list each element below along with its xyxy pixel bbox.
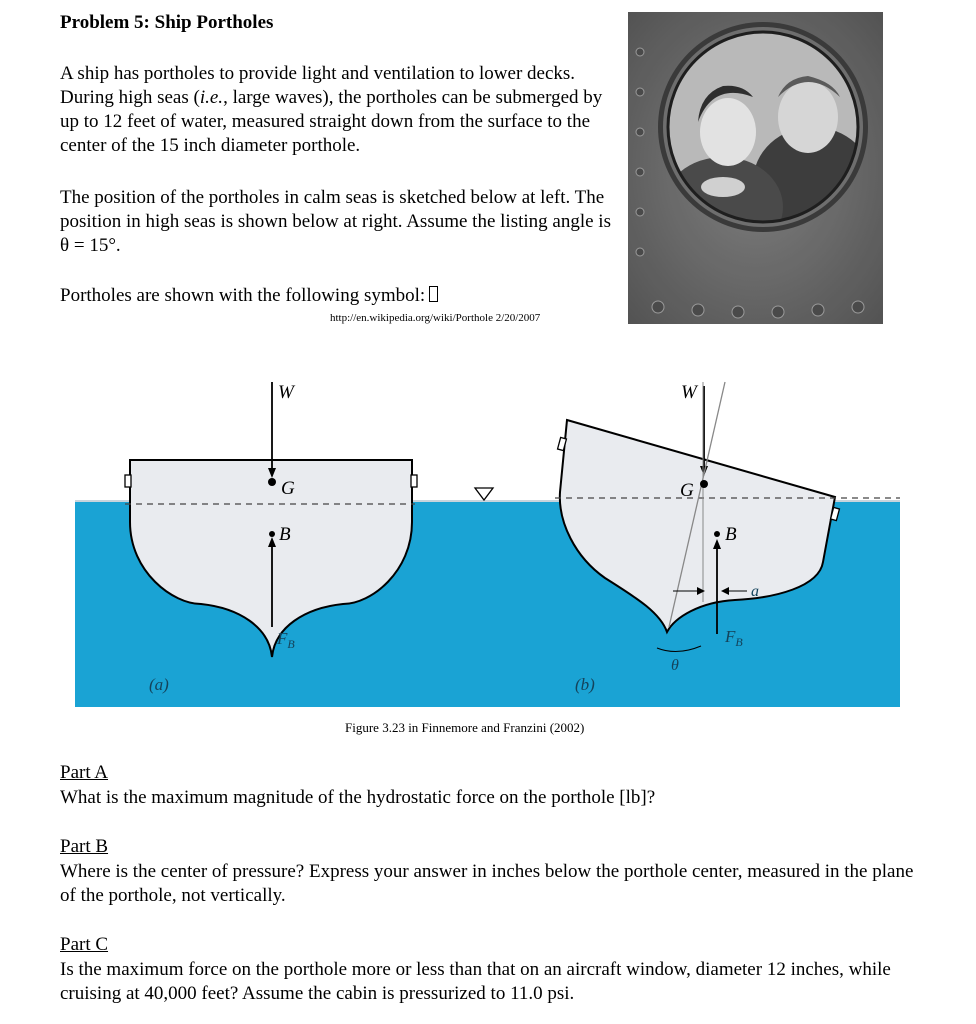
label-W-a: W [278, 382, 294, 403]
label-G-a: G [281, 478, 295, 499]
porthole-a-right-icon [411, 475, 417, 487]
part-c-question: Is the maximum force on the porthole more or less than that on an aircraft window, diameter 12 inches, while cruising at 40,000 feet? Assume the cabin is pressurized to 11.0 psi. [60, 959, 891, 1004]
problem-title: Problem 5: Ship Portholes [60, 12, 274, 33]
part-b-label: Part B [60, 836, 109, 857]
label-theta-b: θ [671, 657, 679, 674]
photo-credit: http://en.wikipedia.org/wiki/Porthole 2/20/2007 [330, 312, 541, 324]
part-b-question: Where is the center of pressure? Express your answer in inches below the porthole center, measured in the plane of the porthole, not vertically. [60, 861, 914, 906]
label-a-b: a [751, 583, 759, 600]
label-F-a: $F_B$ [277, 629, 295, 651]
label-B-a: B [279, 524, 291, 545]
label-F-b: $F_B$ [725, 627, 743, 649]
porthole-a-left-icon [125, 475, 131, 487]
part-a-question: What is the maximum magnitude of the hydrostatic force on the porthole [lb]? [60, 787, 656, 808]
ship-figure [75, 372, 900, 707]
panel-label-a: (a) [149, 675, 169, 694]
intro-paragraph-1: A ship has portholes to provide light and ventilation to lower decks. During high seas (i.e., large waves), the portholes can be submerged by up to 12 feet of water, measured straight down from the surface to the center of the 15 inch diameter porthole. [60, 63, 603, 156]
label-W-b: W [681, 382, 697, 403]
part-a-label: Part A [60, 762, 109, 783]
intro-paragraph-2: The position of the portholes in calm seas is sketched below at left. The position in high seas is shown below at right. Assume the listing angle is θ = 15°. [60, 187, 611, 256]
part-c-label: Part C [60, 934, 109, 955]
porthole-photo [628, 12, 883, 324]
label-B-b: B [725, 524, 737, 545]
figure-caption: Figure 3.23 in Finnemore and Franzini (2002) [345, 720, 585, 735]
porthole-symbol-icon [429, 286, 438, 302]
panel-label-b: (b) [575, 675, 595, 694]
label-G-b: G [680, 480, 694, 501]
intro-paragraph-3: Portholes are shown with the following symbol: [60, 284, 620, 308]
